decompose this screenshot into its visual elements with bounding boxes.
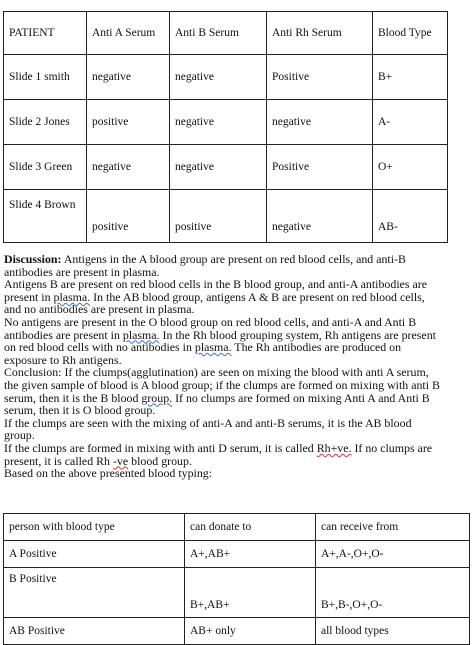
patient-cell: Slide 2 Jones	[4, 100, 87, 145]
intro-paragraph	[4, 467, 444, 480]
anti-b-cell: negative	[170, 100, 267, 145]
anti-rh-cell: Positive	[267, 145, 373, 190]
table-row	[4, 568, 470, 618]
anti-b-cell: negative	[170, 145, 267, 190]
donate-to-cell: B+,AB+	[185, 568, 316, 618]
text-run: If the clumps are formed in mixing with anti D serum, it is called	[4, 440, 317, 455]
patient-cell: Slide 4 Brown	[4, 190, 87, 243]
table-row	[4, 100, 448, 145]
blood-type-cell: B Positive	[4, 568, 185, 618]
discussion-paragraph	[4, 316, 444, 366]
conclusion-paragraph	[4, 442, 444, 467]
text-run: Antigens B are present on red blood cells in the B blood group, and anti-A antibodies are present in	[4, 277, 428, 304]
patient-cell: Slide 1 smith	[4, 55, 87, 100]
header-person-blood-type: person with blood type	[4, 514, 185, 541]
text-run: Antigens in the A blood group are present on red blood cells, and anti-B antibodies are present in plasma.	[4, 252, 406, 279]
text-run: blood group.	[128, 453, 192, 468]
header-can-donate-to: can donate to	[185, 514, 316, 541]
anti-b-cell: positive	[170, 190, 267, 243]
header-blood-type: Blood Type	[373, 12, 448, 55]
text-run: No antigens are present in the O blood group on red blood cells, and anti-A and Anti B antibodies are present in	[4, 314, 417, 342]
discussion-label: Discussion:	[4, 252, 62, 266]
anti-b-cell: negative	[170, 55, 267, 100]
blood-type-cell: A Positive	[4, 541, 185, 568]
text-run: Based on the above presented blood typing:	[4, 466, 213, 481]
receive-from-cell: B+,B-,O+,O-	[316, 568, 470, 618]
header-anti-a-serum: Anti A Serum	[87, 12, 170, 55]
text-run: In the Rh blood grouping system, Rh antigens are present on red blood cells with no antibodies in	[4, 327, 436, 355]
text-run: In the AB blood group, antigens A & B are present on red blood cells, and no antibodies are present in plasma.	[4, 289, 425, 317]
grammar-marked-text: group.	[141, 390, 173, 405]
anti-rh-cell: Positive	[267, 55, 373, 100]
spelling-marked-text: -ve	[112, 453, 129, 468]
table-row	[4, 145, 448, 190]
table-row	[4, 618, 470, 645]
blood-type-cell: B+	[373, 55, 448, 100]
anti-a-cell: negative	[87, 55, 170, 100]
discussion-text	[4, 253, 444, 480]
grammar-marked-text: plasma.	[194, 340, 232, 355]
blood-typing-table	[3, 11, 448, 243]
donate-to-cell: A+,AB+	[185, 541, 316, 568]
conclusion-paragraph	[4, 366, 444, 416]
discussion-paragraph	[4, 253, 444, 278]
text-run: If no clumps are present, it is called Rh	[4, 440, 433, 468]
conclusion-paragraph	[4, 417, 444, 442]
blood-type-cell: AB-	[373, 190, 448, 243]
blood-type-cell: A-	[373, 100, 448, 145]
table-row	[4, 190, 448, 243]
text-run: The Rh antibodies are produced on exposure to Rh antigens.	[4, 340, 402, 367]
receive-from-cell: A+,A-,O+,O-	[316, 541, 470, 568]
donate-to-cell: AB+ only	[185, 618, 316, 645]
text-run: Conclusion: If the clumps(agglutination) are seen on mixing the blood with anti A serum, the given sample of blood is A blood group; if the clumps are formed on mixing with anti B serum, then it is the B blood	[4, 365, 440, 405]
table-header-row	[4, 12, 448, 55]
table-header-row	[4, 514, 470, 541]
grammar-marked-text: plasma.	[122, 327, 160, 342]
header-anti-b-serum: Anti B Serum	[170, 12, 267, 55]
spelling-marked-text: Rh+ve.	[316, 440, 352, 455]
anti-a-cell: positive	[87, 190, 170, 243]
blood-type-cell: AB Positive	[4, 618, 185, 645]
receive-from-cell: all blood types	[316, 618, 470, 645]
table-row	[4, 55, 448, 100]
grammar-marked-text: plasma.	[53, 289, 91, 304]
header-anti-rh-serum: Anti Rh Serum	[267, 12, 373, 55]
blood-type-cell: O+	[373, 145, 448, 190]
header-can-receive-from: can receive from	[316, 514, 470, 541]
anti-a-cell: positive	[87, 100, 170, 145]
anti-rh-cell: negative	[267, 190, 373, 243]
header-patient: PATIENT	[4, 12, 87, 55]
table-row	[4, 541, 470, 568]
anti-a-cell: negative	[87, 145, 170, 190]
anti-rh-cell: negative	[267, 100, 373, 145]
text-run: If no clumps are formed on mixing Anti A and Anti B serum, then it is O blood group.	[4, 390, 430, 418]
donation-table	[3, 513, 470, 645]
discussion-paragraph	[4, 278, 444, 316]
text-run: If the clumps are seen with the mixing of anti-A and anti-B serums, it is the AB blood group.	[4, 415, 412, 443]
patient-cell: Slide 3 Green	[4, 145, 87, 190]
